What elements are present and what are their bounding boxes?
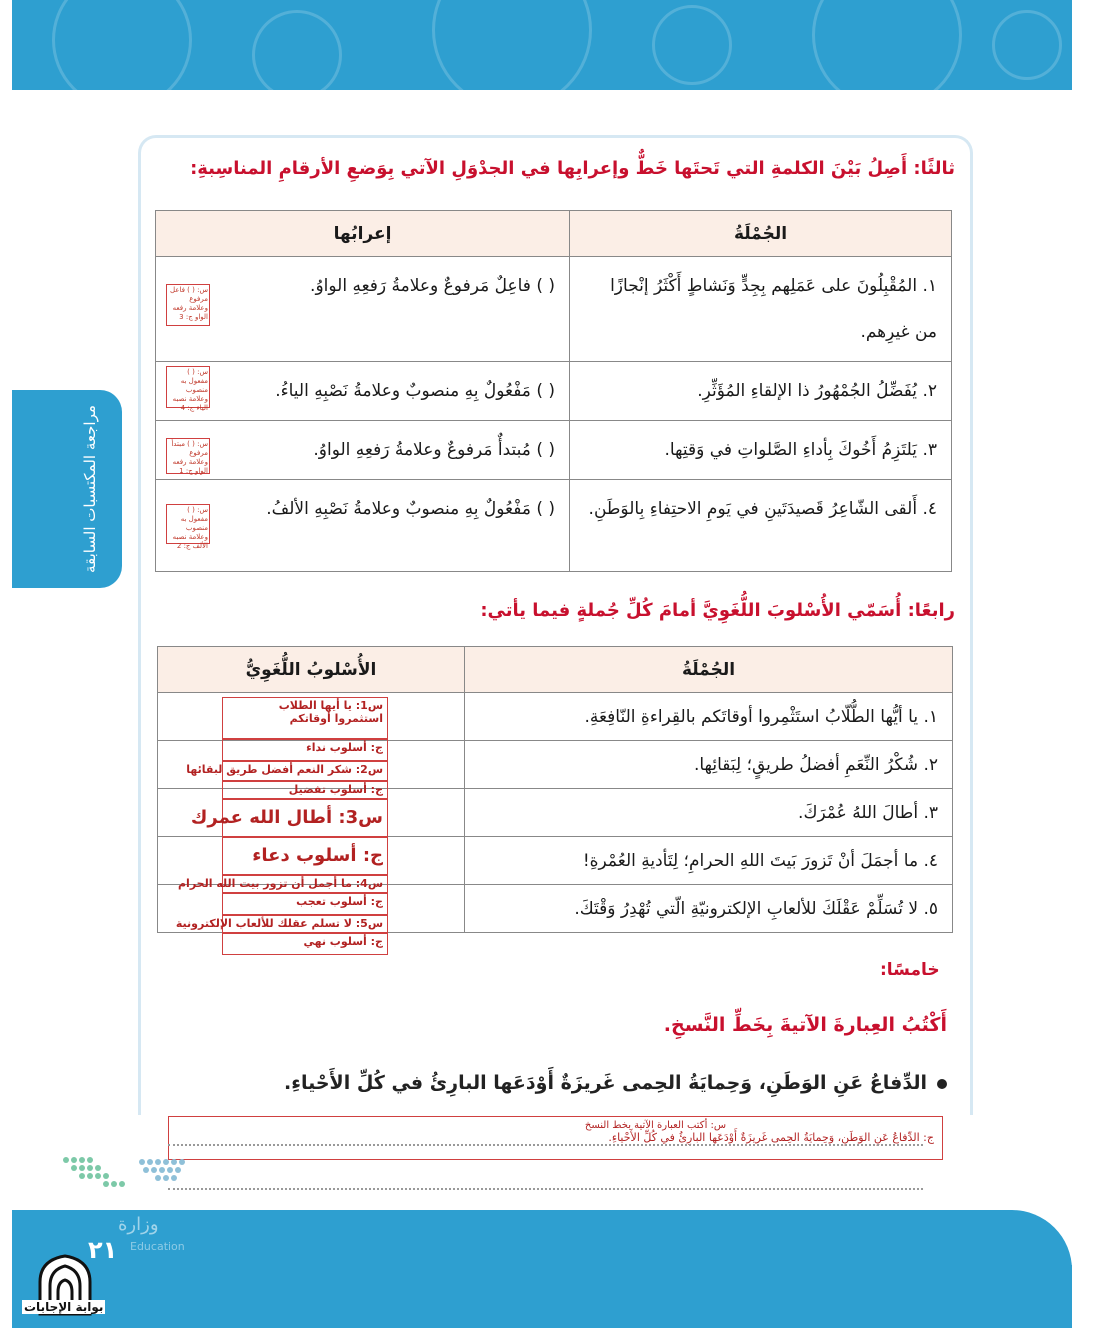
table-row [156,421,952,480]
ministry-edu-text: Education [130,1240,185,1253]
sentence-cell: ١. المُقْبِلُونَ على عَمَلِهم بِجِدٍّ وَنَشاطٍ أَكْثَرُ إنْجازًا من غيرِهم. [570,257,952,362]
irab-text: ( ) مَفْعُولٌ بِهِ منصوبٌ وعلامةُ نَصْبِهِ الألفُ. [266,499,555,519]
answer-question: س5: لا تسلم عقلك للألعاب الإلكترونية [222,915,388,933]
answer-note: س: ( ) مفعول به منصوب وعلامة نصبه الألف ج: 2 [166,504,210,544]
sentence-cell: ٣. يَلتَزِمُ أَخُوكَ بِأداءِ الصَّلواتِ في وَقتِها. [570,421,952,480]
sentence-cell: ٤. أَلقى الشّاعِرُ قَصيدَتَينِ في يَومِ الاحتِفاءِ بِالوَطَنِ. [570,480,952,572]
answer-note: س: ( ) مفعول به منصوب وعلامة نصبه الياء ج: 4 [166,366,210,408]
section3-label: ثالثًا: [913,158,955,179]
writing-answer-question: س: أكتب العبارة الآتية بخط النسخ [584,1120,727,1131]
col-header-irab: إعرابُها [156,211,570,257]
section4-instruction: أُسَمّي الأُسْلوبَ اللُّغَوِيَّ أمامَ كُلِّ جُملةٍ فيما يأتي: [480,600,902,621]
answer-question: س1: يا أيها الطلاب استثمروا أوقاتكم [222,697,388,739]
bullet-icon [937,1079,947,1089]
answer-note: س: ( ) مبتدأ مرفوع وعلامة رفعه الواو ج: 1 [166,438,210,474]
page-number: ٢١ [88,1236,118,1264]
section5-instruction: أَكْتُبُ العِبارةَ الآتيةَ بِخَطِّ النَّسخِ. [663,1014,947,1036]
portal-label: بوابة الإجابات [24,1300,104,1314]
writing-line[interactable] [168,1188,923,1190]
irab-cell [156,480,570,572]
irab-cell [156,362,570,421]
section3-instruction: أَصِلُ بَيْنَ الكلمةِ التي تَحتَها خَطٌّ وإعرابِها في الجدْوَلِ الآتي بِوَضعِ الأرقامِ المناسِبةِ: [190,158,908,179]
table-row [156,362,952,421]
answer-text: ج: أسلوب دعاء [222,837,388,875]
writing-answer-box [168,1116,943,1160]
section3-title [190,158,955,179]
answer-text: ج: أسلوب نداء [222,739,388,761]
answer-text: ج: أسلوب تعجب [222,893,388,915]
answer-question: س4: ما أجمل أن تزور بيت الله الحرام [222,875,388,893]
irab-cell [156,421,570,480]
answer-note: س: ( ) فاعل مرفوع وعلامة رفعه الواو ج: 3 [166,284,210,326]
section5-sentence [284,1072,947,1094]
sentence-cell: ٢. يُفَضِّلُ الجُمْهُورُ ذا الإلقاءِ المُؤَثِّرِ. [570,362,952,421]
sentence-cell: ٣. أطالَ اللهُ عُمْرَكَ. [465,789,953,837]
section5-label: خامسًا: [880,960,940,980]
sentence-cell: ٢. شُكْرُ النِّعَمِ أفضلُ طريقٍ؛ لِبَقائِها. [465,741,953,789]
writing-answer-text: ج: الدِّفاعُ عَنِ الوَطَنِ، وَحِمايَةُ الحِمى غَريزَةٌ أَوْدَعَها البارِئُ في كُلِّ الأَحْياءِ. [608,1131,934,1144]
sentence-cell: ٤. ما أجمَلَ أنْ تَزورَ بَيتَ اللهِ الحرامِ؛ لِتَأديةِ العُمْرةِ! [465,837,953,885]
answer-block-1 [175,697,388,955]
irab-text: ( ) مُبتدأٌ مَرفوعٌ وعلامةُ رَفعِهِ الواوُ. [313,440,555,460]
footer-band-lower [12,1265,1072,1328]
matching-table [155,210,952,572]
answer-question: س2: شكر النعم أفضل طريق لبقائها [222,761,388,781]
ministry-logo-icon [62,1156,197,1196]
col-header-style: الأُسْلوبُ اللُّغَوِيُّ [158,647,465,693]
side-tab-label: مراجعة المكتسبات السابقة [81,405,99,573]
writing-line[interactable] [168,1144,923,1146]
irab-cell [156,257,570,362]
col-header-sentence: الجُمْلَةُ [570,211,952,257]
answer-text: ج: أسلوب تفضيل [222,781,388,799]
col-header-sentence: الجُمْلَةُ [465,647,953,693]
table-row [156,480,952,572]
section4-label: رابعًا: [907,600,955,621]
section5-sentence-text: الدِّفاعُ عَنِ الوَطَنِ، وَحِمايَةُ الحِمى غَريزَةٌ أَوْدَعَها البارِئُ في كُلِّ الأَحْياءِ. [284,1072,927,1094]
irab-text: ( ) فاعِلٌ مَرفوعٌ وعلامةُ رَفعِهِ الواوُ. [310,276,555,296]
header-band [12,0,1072,90]
ministry-text: وزارة [118,1214,159,1235]
sentence-cell: ١. يا أيُّها الطُّلّابُ استَثْمِروا أوقاتَكم بالقِراءةِ النّافِعَةِ. [465,693,953,741]
table-row [156,257,952,362]
answer-question: س3: أطال الله عمرك [222,799,388,837]
irab-text: ( ) مَفْعُولٌ بِهِ منصوبٌ وعلامةُ نَصْبِهِ الياءُ. [275,381,555,401]
sentence-cell: ٥. لا تُسَلِّمْ عَقْلَكَ للألعابِ الإلكترونيّةِ الّتي تُهْدِرُ وَقْتَكَ. [465,885,953,933]
answer-text: ج: أسلوب نهي [222,933,388,955]
section4-title [480,600,955,621]
